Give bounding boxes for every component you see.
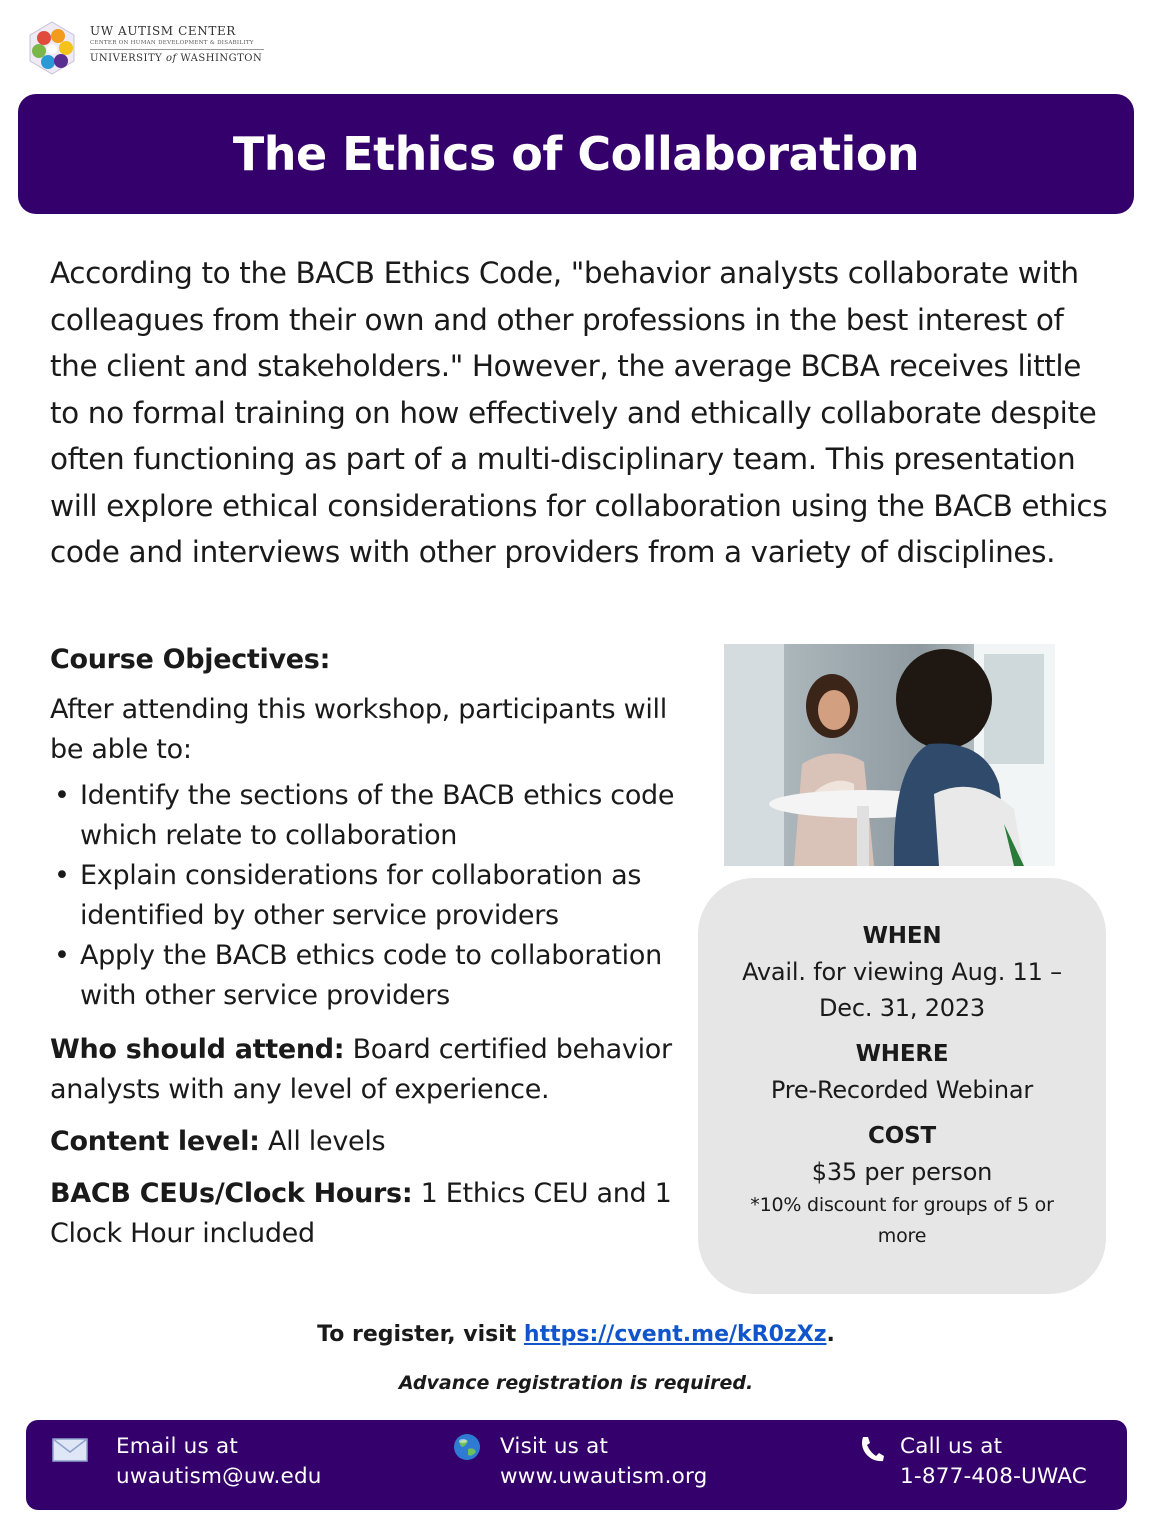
uw-autism-logo-icon bbox=[24, 20, 80, 76]
register-line: To register, visit https://cvent.me/kR0zXz. bbox=[317, 1322, 835, 1347]
logo-title: UW AUTISM CENTER bbox=[90, 24, 236, 38]
cost-value: $35 per person bbox=[811, 1158, 993, 1186]
list-item: • Apply the BACB ethics code to collaboration with other service providers bbox=[50, 936, 690, 1016]
content-level: Content level: All levels bbox=[50, 1126, 386, 1157]
objectives-heading: Course Objectives: bbox=[50, 644, 331, 675]
where-label: WHERE bbox=[855, 1041, 949, 1067]
left-column bbox=[50, 640, 690, 1266]
event-details-box bbox=[698, 878, 1106, 1294]
phone-label: Call us at bbox=[900, 1434, 1003, 1459]
website-label: Visit us at bbox=[500, 1434, 609, 1459]
intro-paragraph: According to the BACB Ethics Code, "behavior analysts collaborate with colleagues from their own and other professions in the best interest of the client and stakeholders." However, the average BCBA receives little to no formal training on how effectively and ethically collaborate despite often functioning as part of a multi-disciplinary team. This presentation will explore ethical considerations for collaboration using the BACB ethics code and interviews with other providers from a variety of disciplines. bbox=[50, 256, 1108, 569]
contact-footer bbox=[26, 1420, 1127, 1510]
globe-icon bbox=[452, 1432, 482, 1462]
phone-icon bbox=[858, 1434, 886, 1464]
email-label: Email us at bbox=[116, 1434, 238, 1459]
logo-subtitle: CENTER ON HUMAN DEVELOPMENT & DISABILITY bbox=[90, 40, 254, 46]
envelope-icon bbox=[52, 1438, 88, 1462]
who-should-attend: Who should attend: Board certified behavior analysts with any level of experience. bbox=[50, 1034, 672, 1105]
cost-label: COST bbox=[868, 1123, 936, 1149]
objectives-intro: After attending this workshop, participants will be able to: bbox=[50, 694, 667, 765]
ceu-hours: BACB CEUs/Clock Hours: 1 Ethics CEU and 1 Clock Hour included bbox=[50, 1178, 672, 1249]
phone-contact bbox=[900, 1432, 1087, 1492]
when-value: Avail. for viewing Aug. 11 – Dec. 31, 2023 bbox=[742, 958, 1062, 1022]
email-contact bbox=[116, 1432, 322, 1492]
logo-university: UNIVERSITY of WASHINGTON bbox=[90, 53, 263, 64]
website-contact bbox=[500, 1432, 707, 1492]
uw-autism-center-logo bbox=[24, 16, 284, 80]
email-value[interactable]: uwautism@uw.edu bbox=[116, 1464, 322, 1489]
page-title: The Ethics of Collaboration bbox=[232, 127, 920, 181]
phone-value[interactable]: 1-877-408-UWAC bbox=[900, 1464, 1087, 1489]
website-value[interactable]: www.uwautism.org bbox=[500, 1464, 708, 1489]
title-banner bbox=[18, 94, 1134, 214]
list-item: • Identify the sections of the BACB ethics code which relate to collaboration bbox=[50, 776, 690, 856]
where-value: Pre-Recorded Webinar bbox=[770, 1076, 1034, 1104]
cost-note: *10% discount for groups of 5 or more bbox=[750, 1194, 1054, 1247]
meeting-photo bbox=[724, 644, 1055, 866]
advance-registration-note: Advance registration is required. bbox=[398, 1372, 754, 1394]
when-label: WHEN bbox=[862, 923, 942, 949]
objectives-list bbox=[50, 776, 690, 1016]
logo-divider bbox=[90, 49, 264, 50]
list-item: • Explain considerations for collaboration as identified by other service providers bbox=[50, 856, 690, 936]
register-link[interactable]: https://cvent.me/kR0zXz bbox=[523, 1322, 827, 1347]
